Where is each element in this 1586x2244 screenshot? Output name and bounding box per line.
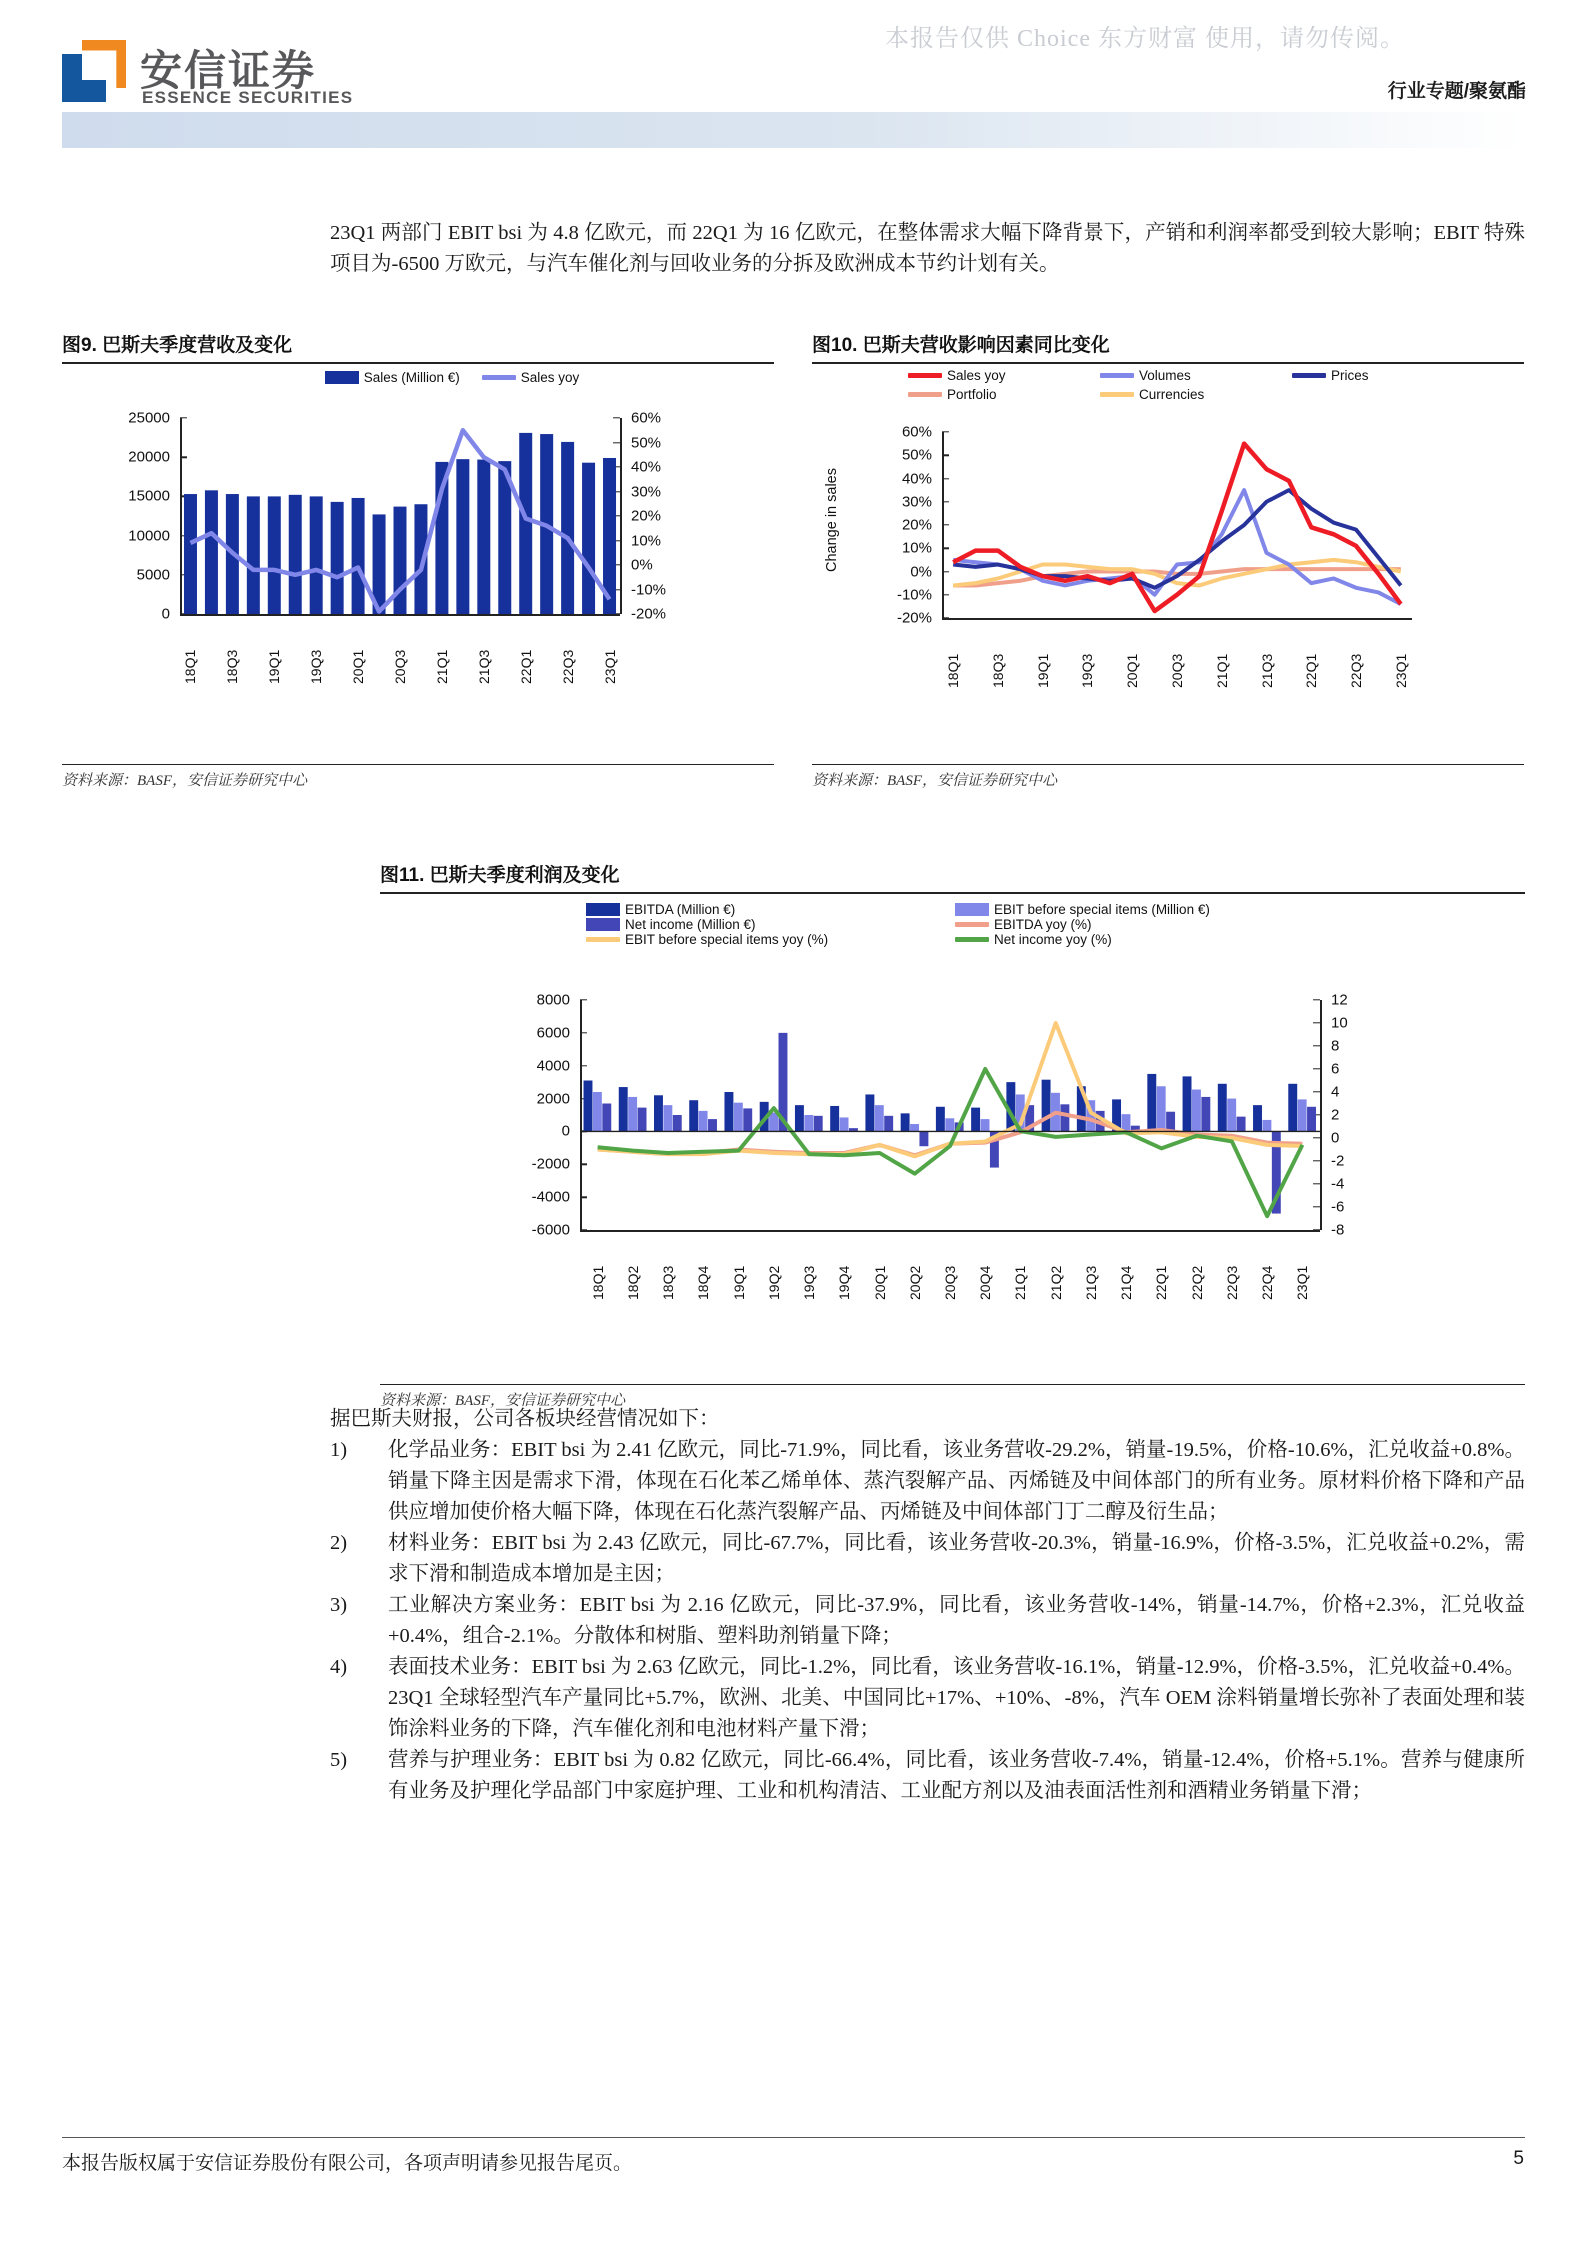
legend-item-ebit-bsi	[955, 902, 1475, 917]
x-axis-tick-label: 20Q1	[350, 649, 367, 684]
figure-11-source: 资料来源：BASF，安信证券研究中心	[380, 1384, 1525, 1410]
legend-swatch-ebitda-yoy	[955, 922, 989, 927]
x-axis-tick-label: 22Q4	[1259, 1265, 1276, 1300]
y-axis-tick-label: 30%	[901, 493, 932, 511]
header-gradient-bar	[62, 112, 1525, 148]
bar	[901, 1113, 910, 1131]
y-axis-tick-label: 20%	[631, 507, 662, 525]
list-item-number: 1)	[330, 1439, 348, 1461]
bar	[184, 494, 197, 614]
y-axis-tick-label: 20%	[901, 516, 932, 534]
bar	[699, 1111, 708, 1132]
bar	[981, 1119, 990, 1131]
bar	[795, 1105, 804, 1131]
figure-10-y-axis-label: Change in sales	[824, 468, 840, 572]
x-axis-tick-label: 19Q1	[1034, 653, 1051, 688]
figure-11-plot	[380, 990, 1525, 1345]
bar	[663, 1105, 672, 1131]
bar	[971, 1108, 980, 1132]
figure-10	[812, 330, 1524, 790]
x-axis-tick-label: 21Q2	[1047, 1265, 1064, 1300]
bar	[310, 496, 323, 614]
x-axis-tick-label: 22Q1	[1303, 653, 1320, 688]
list-item-text: 材料业务：EBIT bsi 为 2.43 亿欧元，同比-67.7%，同比看，该业务营收-20.3%，销量-16.9%，价格-3.5%，汇兑收益+0.2%，需求下滑和制造成本增加是主因；	[388, 1532, 1525, 1585]
footer-page-number: 5	[1513, 2148, 1524, 2169]
bar	[724, 1092, 733, 1131]
figure-10-legend	[872, 368, 1512, 402]
figure-11	[380, 860, 1525, 1410]
figure-9-plot	[62, 408, 774, 708]
x-axis-tick-label: 21Q3	[1258, 653, 1275, 688]
analysis-list	[330, 1404, 1525, 1807]
x-axis-line	[580, 1230, 1320, 1232]
legend-label-sales-yoy: Sales yoy	[947, 368, 1006, 383]
legend-swatch-net-income	[586, 918, 620, 931]
y-axis-tick-label: 5000	[136, 566, 170, 584]
figure-10-source: 资料来源：BASF，安信证券研究中心	[812, 764, 1524, 790]
x-axis-tick-label: 21Q3	[1082, 1265, 1099, 1300]
bar	[769, 1113, 778, 1132]
y-axis-tick-label: 4	[1331, 1083, 1340, 1101]
y-axis-tick-label: 0	[1331, 1129, 1340, 1147]
legend-label-net-income-yoy: Net income yoy (%)	[994, 932, 1112, 947]
figure-10-plot	[812, 424, 1524, 714]
list-item-number: 3)	[330, 1594, 348, 1616]
x-axis-tick-label: 23Q1	[1294, 1265, 1311, 1300]
y-axis-tick-label: 8000	[536, 991, 570, 1009]
x-axis-tick-label: 19Q1	[730, 1265, 747, 1300]
bar	[1227, 1099, 1236, 1132]
bar	[865, 1094, 874, 1131]
y-axis-tick-label: -2000	[531, 1155, 570, 1173]
bar	[1253, 1105, 1262, 1131]
bar	[1157, 1086, 1166, 1131]
bar	[1183, 1076, 1192, 1131]
bar	[840, 1117, 849, 1131]
x-axis-tick-label: 19Q4	[836, 1265, 853, 1300]
list-item-text: 化学品业务：EBIT bsi 为 2.41 亿欧元，同比-71.9%，同比看，该业务营收-29.2%，销量-19.5%，价格-10.6%，汇兑收益+0.8%。销量下降主因是需求下滑，体现在石化苯乙烯单体、蒸汽裂解产品、丙烯链及中间体部门的所有业务。原材料价格下降和产品供应增加使价格大幅下降，体现在石化蒸汽裂解产品、丙烯链及中间体部门丁二醇及衍生品；	[388, 1439, 1525, 1523]
legend-swatch-ebitda	[586, 903, 620, 916]
bar	[1307, 1107, 1316, 1132]
figure-9	[62, 330, 774, 790]
x-axis-tick-label: 20Q1	[1124, 653, 1141, 688]
legend-item-ebitda-yoy	[955, 917, 1475, 932]
logo-english-name: ESSENCE SECURITIES	[142, 88, 354, 107]
x-axis-tick-label: 18Q1	[945, 653, 962, 688]
figure-9-legend	[192, 370, 712, 385]
x-axis-tick-label: 22Q3	[1348, 653, 1365, 688]
bar	[628, 1097, 637, 1132]
company-logo	[62, 38, 482, 108]
bar	[1288, 1084, 1297, 1132]
y-axis-tick-label: 30%	[631, 483, 662, 500]
bar	[1192, 1090, 1201, 1132]
figure-11-canvas	[580, 1000, 1320, 1231]
footer-divider	[62, 2137, 1525, 2138]
y-axis-tick-label: 0	[561, 1122, 570, 1140]
bar	[268, 496, 281, 614]
y-axis-tick-label: 50%	[631, 434, 662, 451]
bar	[205, 490, 218, 614]
y-axis-tick-label: 0%	[910, 563, 932, 580]
legend-item-net-income	[410, 917, 955, 932]
x-axis-tick-label: 21Q4	[1118, 1265, 1135, 1300]
figure-11-legend	[410, 902, 1495, 947]
x-axis-tick-label: 18Q2	[624, 1265, 641, 1300]
y-axis-tick-label: -8	[1331, 1221, 1345, 1239]
bar	[477, 460, 490, 614]
x-axis-tick-label: 21Q1	[1012, 1265, 1029, 1300]
analysis-list-items	[330, 1435, 1525, 1807]
x-axis-tick-label: 20Q3	[392, 649, 408, 684]
x-axis-tick-label: 23Q1	[601, 649, 618, 684]
x-axis-tick-label: 19Q1	[266, 649, 283, 684]
y-axis-tick-label: 60%	[901, 423, 932, 441]
analysis-list-intro: 据巴斯夫财报，公司各板块经营情况如下：	[330, 1408, 720, 1430]
figure-11-title: 图11. 巴斯夫季度利润及变化	[380, 865, 620, 886]
x-axis-tick-label: 22Q3	[1223, 1265, 1240, 1300]
list-item	[330, 1528, 1525, 1590]
y-axis-tick-label: -20%	[631, 605, 667, 623]
y-axis-tick-label: 6	[1331, 1060, 1340, 1078]
list-item-text: 表面技术业务：EBIT bsi 为 2.63 亿欧元，同比-1.2%，同比看，该业务营收-16.1%，销量-12.9%，价格-3.5%，汇兑收益+0.4%。23Q1 全球轻型汽车产量同比+5.7%，欧洲、北美、中国同比+17%、+10%、-8%，汽车 OEM 涂料销量增长弥补了表面处理和装饰涂料业务的下降，汽车催化剂和电池材料产量下滑；	[388, 1656, 1525, 1740]
bar	[331, 502, 344, 614]
legend-item-volumes	[1100, 368, 1270, 383]
legend-item-portfolio	[908, 387, 1078, 402]
legend-swatch-sales-yoy	[482, 375, 516, 380]
y-axis-tick-label: 10%	[631, 532, 662, 549]
y-axis-tick-label: 15000	[128, 487, 170, 505]
x-axis-line	[180, 614, 620, 616]
x-axis-tick-label: 19Q2	[765, 1265, 782, 1300]
legend-swatch-ebit-bsi	[955, 903, 989, 916]
x-axis-tick-label: 21Q3	[475, 649, 492, 684]
legend-item-sales	[325, 370, 460, 385]
bar	[743, 1108, 752, 1131]
y-axis-tick-label: 0%	[631, 556, 653, 574]
bar	[519, 433, 532, 614]
y-axis-tick-label: 25000	[128, 409, 170, 427]
bar	[1121, 1114, 1130, 1131]
legend-label-ebitda: EBITDA (Million €)	[625, 902, 736, 917]
legend-swatch-portfolio	[908, 392, 942, 397]
bar	[654, 1095, 663, 1131]
bar	[602, 1104, 611, 1132]
legend-label-sales: Sales (Million €)	[363, 370, 460, 385]
x-axis-tick-label: 22Q3	[559, 649, 576, 684]
list-item-number: 2)	[330, 1532, 348, 1554]
x-axis-tick-label: 18Q1	[182, 649, 199, 684]
y-axis-tick-label: 6000	[536, 1024, 570, 1042]
bar	[1147, 1074, 1156, 1132]
bar	[582, 463, 595, 614]
list-item-number: 5)	[330, 1749, 348, 1771]
y-axis-tick-label: -10%	[896, 586, 932, 604]
bar	[804, 1115, 813, 1131]
bar	[1166, 1112, 1175, 1132]
figure-10-canvas	[942, 432, 1412, 619]
legend-item-currencies	[1100, 387, 1270, 402]
bar	[247, 496, 260, 614]
x-axis-tick-label: 18Q1	[589, 1265, 606, 1300]
legend-label-currencies: Currencies	[1139, 387, 1205, 402]
bar	[289, 495, 302, 614]
y-axis-tick-label: 2000	[536, 1090, 570, 1108]
x-axis-tick-label: 20Q2	[906, 1265, 923, 1300]
legend-item-sales-yoy	[482, 370, 580, 385]
x-axis-tick-label: 18Q3	[224, 649, 241, 684]
bar	[619, 1087, 628, 1131]
y-axis-tick-label: -20%	[896, 609, 932, 627]
bar	[352, 498, 365, 614]
bar	[734, 1103, 743, 1132]
x-axis-tick-label: 18Q3	[989, 653, 1006, 688]
list-item	[330, 1652, 1525, 1745]
y-axis-tick-label: 20000	[128, 448, 170, 466]
bar	[1218, 1084, 1227, 1132]
logo-mark-icon	[62, 40, 126, 102]
legend-swatch-sales-yoy	[908, 373, 942, 378]
x-axis-tick-label: 19Q3	[1079, 653, 1096, 688]
axis-line	[1320, 1000, 1322, 1230]
legend-label-sales-yoy: Sales yoy	[520, 370, 580, 385]
figure-9-canvas	[180, 418, 620, 615]
y-axis-tick-label: 8	[1331, 1037, 1340, 1055]
legend-item-prices	[1292, 368, 1442, 383]
legend-label-ebitda-yoy: EBITDA yoy (%)	[994, 917, 1092, 932]
legend-label-ebit-bsi: EBIT before special items (Million €)	[994, 902, 1210, 917]
y-axis-tick-label: 40%	[901, 470, 932, 487]
legend-swatch-prices	[1292, 373, 1326, 378]
header-section-label: 行业专题/聚氨酯	[1387, 81, 1526, 102]
x-axis-tick-label: 19Q3	[801, 1265, 818, 1300]
bar	[584, 1081, 593, 1132]
bar	[875, 1105, 884, 1131]
legend-label-portfolio: Portfolio	[947, 387, 997, 402]
legend-swatch-sales	[325, 371, 359, 384]
intro-text: 23Q1 两部门 EBIT bsi 为 4.8 亿欧元，而 22Q1 为 16 亿欧元，在整体需求大幅下降背景下，产销和利润率都受到较大影响；EBIT 特殊项目为-6500 万欧元，与汽车催化剂与回收业务的分拆及欧洲成本节约计划有关。	[330, 222, 1525, 275]
figure-10-title: 图10. 巴斯夫营收影响因素同比变化	[812, 335, 1110, 356]
x-axis-tick-label: 21Q1	[433, 649, 450, 684]
y-axis-tick-label: -4000	[531, 1188, 570, 1206]
list-item-number: 4)	[330, 1656, 348, 1678]
y-axis-tick-label: 12	[1331, 991, 1348, 1009]
y-axis-tick-label: -6	[1331, 1198, 1345, 1216]
legend-label-prices: Prices	[1331, 368, 1369, 383]
logo-chinese-name: 安信证券	[140, 47, 317, 94]
x-axis-tick-label: 23Q1	[1392, 653, 1409, 688]
bar	[910, 1124, 919, 1131]
y-axis-tick-label: -6000	[531, 1221, 570, 1239]
x-axis-tick-label: 20Q3	[1169, 653, 1185, 688]
watermark-text: 本报告仅供 Choice 东方财富 使用，请勿传阅。	[885, 26, 1405, 52]
x-axis-tick-label: 18Q3	[660, 1265, 677, 1300]
figure-9-title: 图9. 巴斯夫季度营收及变化	[62, 335, 293, 356]
list-item-text: 工业解决方案业务：EBIT bsi 为 2.16 亿欧元，同比-37.9%，同比看，该业务营收-14%，销量-14.7%，价格+2.3%，汇兑收益+0.4%，组合-2.1%。分散体和树脂、塑料助剂销量下降；	[388, 1594, 1525, 1647]
bar	[456, 459, 469, 614]
intro-paragraph	[330, 218, 1525, 280]
bar	[593, 1092, 602, 1131]
line-series	[953, 490, 1401, 604]
bar	[638, 1108, 647, 1132]
bar	[394, 507, 407, 614]
y-axis-tick-label: 10000	[128, 527, 170, 545]
figure-9-source: 资料来源：BASF，安信证券研究中心	[62, 764, 774, 790]
legend-item-ebitda	[410, 902, 955, 917]
legend-label-volumes: Volumes	[1139, 368, 1191, 383]
bar	[919, 1131, 928, 1146]
y-axis-tick-label: 10%	[901, 539, 932, 557]
y-axis-tick-label: -10%	[631, 581, 667, 598]
bar	[1042, 1080, 1051, 1132]
x-axis-tick-label: 20Q1	[871, 1265, 888, 1300]
axis-line	[620, 418, 622, 614]
x-axis-line	[942, 618, 1412, 620]
bar	[814, 1116, 823, 1132]
bar	[830, 1106, 839, 1131]
y-axis-tick-label: 0	[161, 605, 170, 623]
legend-item-net-income-yoy	[955, 932, 1475, 947]
legend-label-ebit-bsi-yoy: EBIT before special items yoy (%)	[625, 932, 829, 947]
bar	[945, 1118, 954, 1131]
legend-swatch-ebit-bsi-yoy	[586, 937, 620, 942]
y-axis-tick-label: -2	[1331, 1152, 1345, 1170]
legend-item-sales-yoy	[908, 368, 1078, 383]
bar	[689, 1100, 698, 1131]
y-axis-tick-label: 4000	[536, 1057, 570, 1075]
x-axis-tick-label: 22Q2	[1188, 1265, 1205, 1300]
bar	[1298, 1099, 1307, 1131]
y-axis-tick-label: 50%	[901, 446, 932, 464]
bar	[1262, 1120, 1271, 1132]
bar	[673, 1115, 682, 1131]
list-item-text: 营养与护理业务：EBIT bsi 为 0.82 亿欧元，同比-66.4%，同比看，该业务营收-7.4%，销量-12.4%，价格+5.1%。营养与健康所有业务及护理化学品部门中家庭护理、工业和机构清洁、工业配方剂以及油表面活性剂和酒精业务销量下滑；	[388, 1749, 1525, 1802]
y-axis-tick-label: 60%	[631, 409, 662, 427]
line-series	[953, 444, 1401, 611]
x-axis-tick-label: 20Q3	[942, 1265, 958, 1300]
bar	[1237, 1117, 1246, 1132]
y-axis-tick-label: 2	[1331, 1106, 1340, 1124]
x-axis-tick-label: 20Q4	[977, 1265, 994, 1300]
x-axis-tick-label: 21Q1	[1213, 653, 1230, 688]
legend-swatch-volumes	[1100, 373, 1134, 378]
y-axis-tick-label: -4	[1331, 1175, 1345, 1193]
x-axis-tick-label: 19Q3	[308, 649, 325, 684]
list-item	[330, 1590, 1525, 1652]
legend-swatch-currencies	[1100, 392, 1134, 397]
list-item	[330, 1435, 1525, 1528]
x-axis-tick-label: 22Q1	[517, 649, 534, 684]
y-axis-tick-label: 40%	[631, 458, 662, 476]
footer-copyright: 本报告版权属于安信证券股份有限公司，各项声明请参见报告尾页。	[62, 2153, 633, 2174]
bar	[708, 1119, 717, 1131]
legend-label-net-income: Net income (Million €)	[625, 917, 756, 932]
list-item	[330, 1745, 1525, 1807]
bar	[1060, 1104, 1069, 1131]
x-axis-tick-label: 22Q1	[1153, 1265, 1170, 1300]
legend-swatch-net-income-yoy	[955, 937, 989, 942]
legend-item-ebit-bsi-yoy	[410, 932, 955, 947]
bar	[561, 442, 574, 614]
bar	[936, 1107, 945, 1132]
bar	[1201, 1097, 1210, 1132]
y-axis-tick-label: 10	[1331, 1014, 1348, 1032]
x-axis-tick-label: 18Q4	[695, 1265, 712, 1300]
bar	[884, 1116, 893, 1132]
